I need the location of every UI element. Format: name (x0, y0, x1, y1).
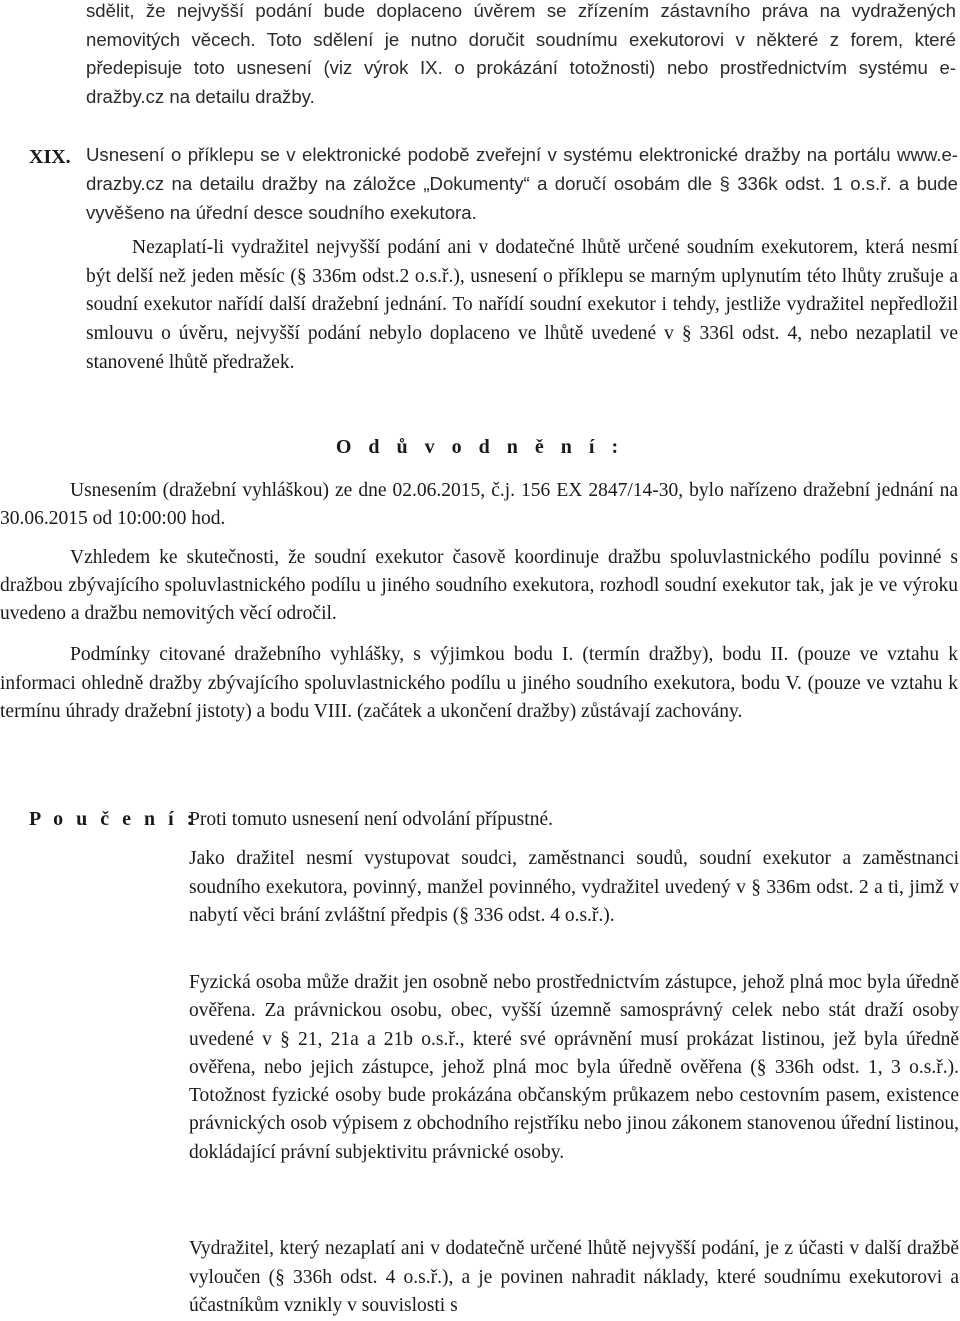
oduvodneni-paragraph-2: Vzhledem ke skutečnosti, že soudní exekutor časově koordinuje dražbu spoluvlastnického podílu povinné s dražbou zbývajícího spoluvlastnického podílu u jiného soudního exekutora, rozhodl soudní exekutor tak, jak je ve výroku uvedeno a dražbu nemovitých věcí odročil. (0, 547, 958, 624)
oduvodneni-paragraph-1: Usnesením (dražební vyhláškou) ze dne 02.06.2015, č.j. 156 EX 2847/14-30, bylo nařízeno dražební jednání na 30.06.2015 od 10:00:00 hod. (0, 480, 958, 529)
section-xix-paragraph-2: Nezaplatí-li vydražitel nejvyšší podání ani v dodatečné lhůtě určené soudním exekutorem, která nesmí být delší než jeden měsíc (§ 336m odst.2 o.s.ř.), usnesení o příklepu se marným uplynutím této lhůty zrušuje a soudní exekutor nařídí další dražební jednání. To nařídí soudní exekutor i tehdy, jestliže vydražitel nepředložil smlouvu o úvěru, nejvyšší podání nebylo doplaceno ve lhůtě uvedené v § 336l odst. 4, nebo nezaplatil ve stanovené lhůtě předražek. (86, 237, 958, 373)
oduvodneni-paragraph-3: Podmínky citované dražebního vyhlášky, s výjimkou bodu I. (termín dražby), bodu II. (pouze ve vztahu k informaci ohledně dražby zbývajícího spoluvlastnického podílu u jiného soudního exekutora, bodu V. (pouze ve vztahu k termínu úhrady dražební jistoty) a bodu VIII. (začátek a ukončení dražby) zůstávají zachovány. (0, 644, 958, 723)
section-xix-paragraph-1: Usnesení o příklepu se v elektronické podobě zveřejní v systému elektronické dražby na portálu www.e-drazby.cz na detailu dražby na záložce „Dokumenty“ a doručí osobám dle § 336k odst. 1 o.s.ř. a bude vyvěšeno na úřední desce soudního exekutora. (86, 144, 958, 223)
pouceni-paragraph-3: Fyzická osoba může dražit jen osobně nebo prostřednictvím zástupce, jehož plná moc byla úředně ověřena. Za právnickou osobu, obec, vyšší územně samosprávný celek nebo stát draží osoby uvedené v § 21, 21a a 21b o.s.ř., které své oprávnění musí prokázat listinou, jež byla úředně ověřena, nebo jejich zástupce, jehož plná moc byla úředně ověřena (§ 336h odst. 1, 3 o.s.ř.). Totožnost fyzické osoby bude prokázána občanským průkazem nebo cestovním pasem, existence právnických osob výpisem z obchodního rejstříku nebo jinou zákonem stanovenou úřední listinou, dokládající právní subjektivitu právnické osoby. (189, 972, 959, 1163)
section-number-xix: XIX. (29, 146, 71, 168)
oduvodneni-heading: O d ů v o d n ě n í : (335, 436, 625, 458)
pouceni-paragraph-2: Jako dražitel nesmí vystupovat soudci, zaměstnanci soudů, soudní exekutor a zaměstnanci soudního exekutora, povinný, manžel povinného, vydražitel uvedený v § 336m odst. 2 a ti, jimž v nabytí věci brání zvláštní předpis (§ 336 odst. 4 o.s.ř.). (189, 848, 959, 926)
pouceni-paragraph-4: Vydražitel, který nezaplatí ani v dodatečně určené lhůtě nejvyšší podání, je z účasti v další dražbě vyloučen (§ 336h odst. 4 o.s.ř.), a je povinen nahradit náklady, které soudnímu exekutorovi a účastníkům vznikly v souvislosti s (189, 1238, 959, 1316)
pouceni-paragraph-1: Proti tomuto usnesení není odvolání přípustné. (189, 809, 553, 830)
pouceni-heading: P o u č e n í : (29, 808, 198, 830)
carryover-paragraph: sdělit, že nejvyšší podání bude doplaceno úvěrem se zřízením zástavního práva na vydražených nemovitých věcech. Toto sdělení je nutno doručit soudnímu exekutorovi v některé z forem, které předepisuje toto usnesení (viz výrok IX. o prokázání totožnosti) nebo prostřednictvím systému e-dražby.cz na detailu dražby. (86, 0, 956, 108)
